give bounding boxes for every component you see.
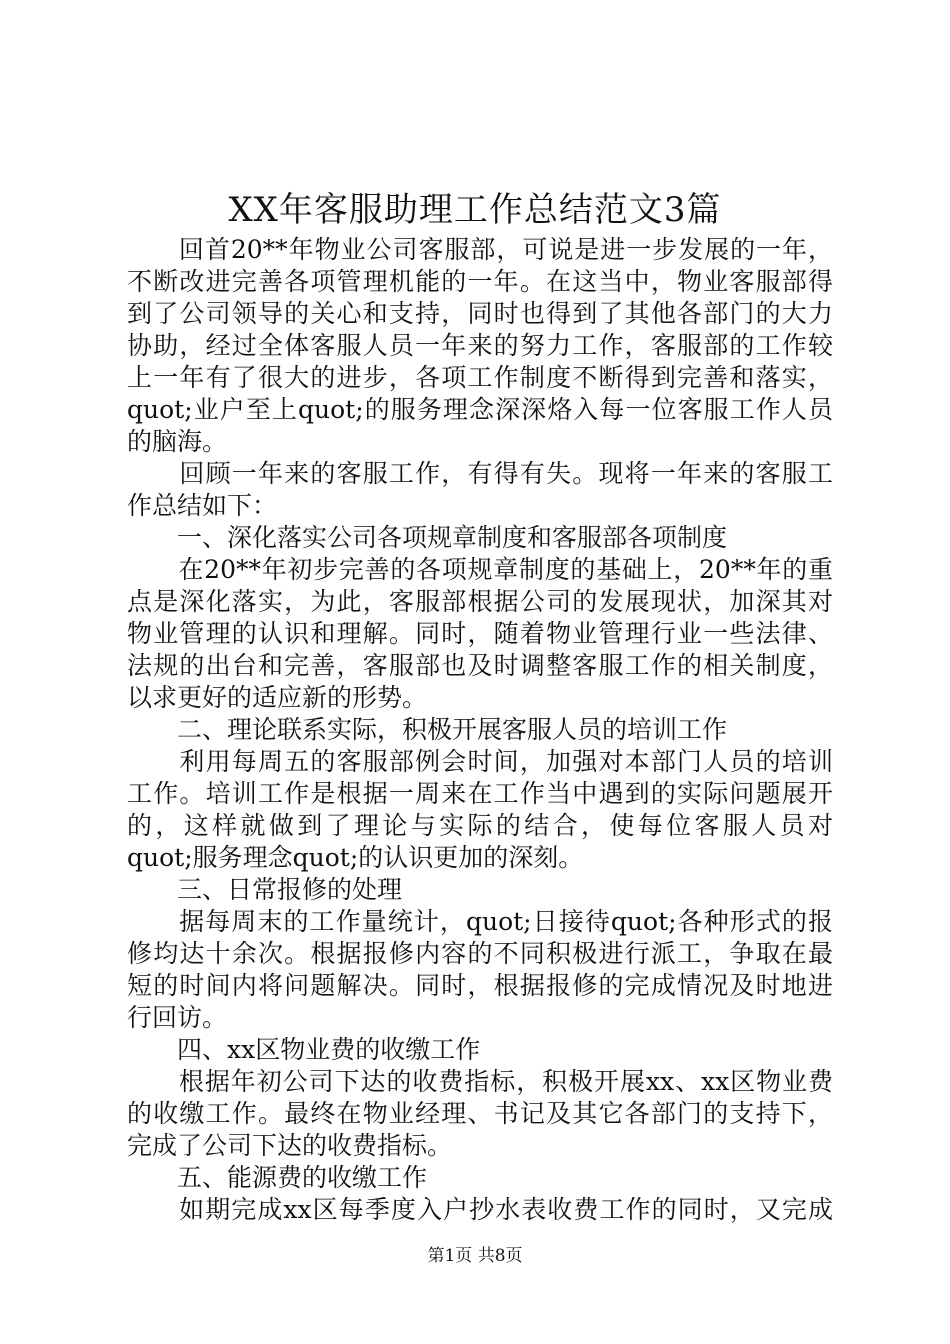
document-title: XX年客服助理工作总结范文3篇: [228, 190, 722, 230]
body-line: 回顾一年来的客服工作，有得有失。现将一年来的客服工: [127, 459, 833, 488]
body-line: 物业管理的认识和理解。同时，随着物业管理行业一些法律、: [127, 619, 833, 648]
body-line: 据每周末的工作量统计，quot;日接待quot;各种形式的报: [127, 907, 833, 936]
body-line: 三、日常报修的处理: [127, 875, 403, 904]
body-line: 点是深化落实，为此，客服部根据公司的发展现状，加深其对: [127, 587, 833, 616]
body-line: 以求更好的适应新的形势。: [127, 683, 428, 712]
body-line: quot;服务理念quot;的认识更加的深刻。: [127, 843, 584, 872]
body-line: 五、能源费的收缴工作: [127, 1163, 428, 1192]
body-line: 协助，经过全体客服人员一年来的努力工作，客服部的工作较: [127, 331, 833, 360]
body-line: 短的时间内将问题解决。同时，根据报修的完成情况及时地进: [127, 971, 833, 1000]
body-line: 二、理论联系实际，积极开展客服人员的培训工作: [127, 715, 728, 744]
body-line: 根据年初公司下达的收费指标，积极开展xx、xx区物业费: [127, 1067, 833, 1096]
body-line: 到了公司领导的关心和支持，同时也得到了其他各部门的大力: [127, 299, 833, 328]
body-line: 上一年有了很大的进步，各项工作制度不断得到完善和落实，: [127, 363, 833, 392]
body-line: 的收缴工作。最终在物业经理、书记及其它各部门的支持下，: [127, 1099, 833, 1128]
document-body: [127, 234, 833, 1226]
body-line: 利用每周五的客服部例会时间，加强对本部门人员的培训: [127, 747, 833, 776]
body-line: 法规的出台和完善，客服部也及时调整客服工作的相关制度，: [127, 651, 833, 680]
body-line: 工作。培训工作是根据一周来在工作当中遇到的实际问题展开: [127, 779, 833, 808]
body-line: 的，这样就做到了理论与实际的结合，使每位客服人员对: [127, 811, 833, 840]
body-line: 回首20**年物业公司客服部，可说是进一步发展的一年，: [127, 235, 833, 264]
body-line: 四、xx区物业费的收缴工作: [127, 1035, 481, 1064]
body-line: 的脑海。: [127, 427, 228, 456]
body-line: 如期完成xx区每季度入户抄水表收费工作的同时，又完成: [127, 1195, 833, 1224]
body-line: 在20**年初步完善的各项规章制度的基础上，20**年的重: [127, 555, 833, 584]
body-line: 一、深化落实公司各项规章制度和客服部各项制度: [127, 523, 728, 552]
body-line: 完成了公司下达的收费指标。: [127, 1131, 453, 1160]
body-line: 行回访。: [127, 1003, 228, 1032]
body-line: 作总结如下：: [127, 491, 278, 520]
page-footer: 第1页 共8页: [427, 1246, 523, 1266]
body-line: 不断改进完善各项管理机能的一年。在这当中，物业客服部得: [127, 267, 833, 296]
body-line: quot;业户至上quot;的服务理念深深烙入每一位客服工作人员: [127, 395, 833, 424]
body-line: 修均达十余次。根据报修内容的不同积极进行派工，争取在最: [127, 939, 833, 968]
